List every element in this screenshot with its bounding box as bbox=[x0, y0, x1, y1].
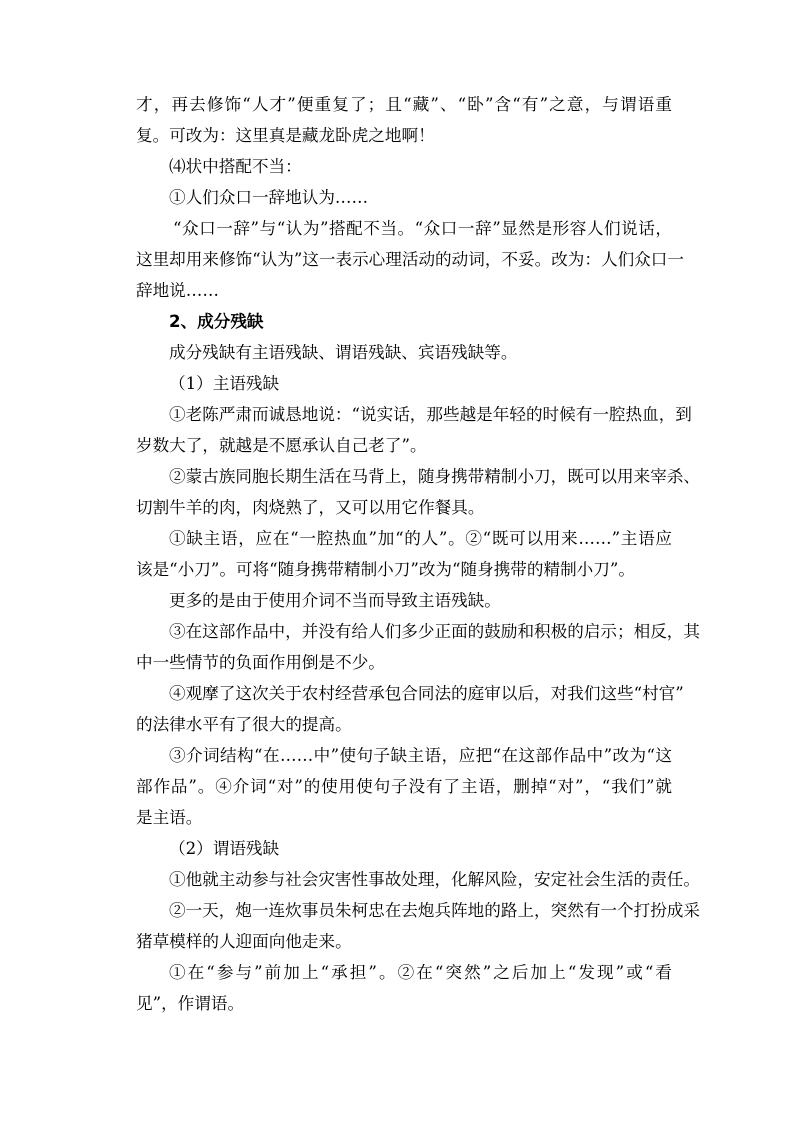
text-line: ②蒙古族同胞长期生活在马背上，随身携带精制小刀，既可以用来宰杀、 bbox=[169, 467, 700, 486]
paragraph-explanation bbox=[136, 213, 684, 306]
text-line: 是主语。 bbox=[136, 808, 203, 827]
text-line: 这里却用来修饰“认为”这一表示心理活动的动词，不妥。改为：人们众口一 bbox=[136, 250, 684, 269]
text-line: 才，再去修饰“人才”便重复了；且“藏”、“卧”含“有”之意，与谓语重 bbox=[136, 95, 672, 114]
example-sentence bbox=[136, 864, 700, 895]
subheading-adverbial-mismatch bbox=[136, 151, 672, 182]
text-line: 中一些情节的负面作用倒是不少。 bbox=[136, 653, 385, 672]
text-line: ⑷状中搭配不当： bbox=[169, 157, 302, 176]
subheading-missing-predicate bbox=[136, 833, 672, 864]
text-line: 2、成分残缺 bbox=[169, 312, 264, 331]
paragraph-intro bbox=[136, 337, 672, 368]
example-sentence bbox=[136, 182, 672, 213]
text-line: ①老陈严肃而诚恳地说：“说实话，那些越是年轻的时候有一腔热血，到 bbox=[169, 405, 692, 424]
text-line: 的法律水平有了很大的提高。 bbox=[136, 715, 352, 734]
text-line: 复。可改为：这里真是藏龙卧虎之地啊！ bbox=[136, 126, 435, 145]
text-line: ①缺主语，应在“一腔热血”加“的人”。②“既可以用来……”主语应 bbox=[169, 529, 672, 548]
subheading-missing-subject bbox=[136, 368, 672, 399]
text-line: ③介词结构“在……中”使句子缺主语，应把“在这部作品中”改为“这 bbox=[169, 746, 672, 765]
text-line: ④观摩了这次关于农村经营承包合同法的庭审以后，对我们这些“村官” bbox=[169, 684, 684, 703]
paragraph-explanation bbox=[136, 740, 672, 833]
text-line: 切割牛羊的肉，肉烧熟了，又可以用它作餐具。 bbox=[136, 498, 485, 517]
example-sentence bbox=[136, 895, 700, 957]
text-line: ①人们众口一辞地认为…… bbox=[169, 188, 369, 207]
text-line: “众口一辞”与“认为”搭配不当。“众口一辞”显然是形容人们说话， bbox=[173, 219, 672, 238]
example-sentence bbox=[136, 678, 684, 740]
text-line: 该是“小刀”。可将“随身携带精制小刀”改为“随身携带的精制小刀”。 bbox=[136, 560, 635, 579]
example-sentence bbox=[136, 616, 700, 678]
text-line: 猪草模样的人迎面向他走来。 bbox=[136, 932, 352, 951]
text-line: 辞地说…… bbox=[136, 281, 219, 300]
text-line: 部作品”。④介词“对”的使用使句子没有了主语，删掉“对”，“我们”就 bbox=[136, 777, 672, 796]
example-sentence bbox=[136, 399, 692, 461]
paragraph-explanation bbox=[136, 957, 672, 1019]
text-line: ③在这部作品中，并没有给人们多少正面的鼓励和积极的启示；相反，其 bbox=[169, 622, 700, 641]
document-body bbox=[136, 89, 700, 1019]
text-line: ②一天，炮一连炊事员朱柯忠在去炮兵阵地的路上，突然有一个打扮成采 bbox=[169, 901, 700, 920]
section-heading bbox=[136, 306, 672, 337]
text-line: 见”，作谓语。 bbox=[136, 994, 245, 1013]
text-line: ①他就主动参与社会灾害性事故处理，化解风险，安定社会生活的责任。 bbox=[169, 870, 700, 889]
paragraph-note bbox=[136, 585, 672, 616]
text-line: 成分残缺有主语残缺、谓语残缺、宾语残缺等。 bbox=[169, 343, 518, 362]
text-line: （2）谓语残缺 bbox=[169, 839, 280, 858]
text-line: 更多的是由于使用介词不当而导致主语残缺。 bbox=[169, 591, 501, 610]
example-sentence bbox=[136, 461, 700, 523]
text-line: （1）主语残缺 bbox=[169, 374, 280, 393]
paragraph-correction-continued bbox=[136, 89, 672, 151]
text-line: 岁数大了，就越是不愿承认自己老了”。 bbox=[136, 436, 427, 455]
paragraph-explanation bbox=[136, 523, 672, 585]
text-line: ①在“参与”前加上“承担”。②在“突然”之后加上“发现”或“看 bbox=[169, 963, 672, 982]
